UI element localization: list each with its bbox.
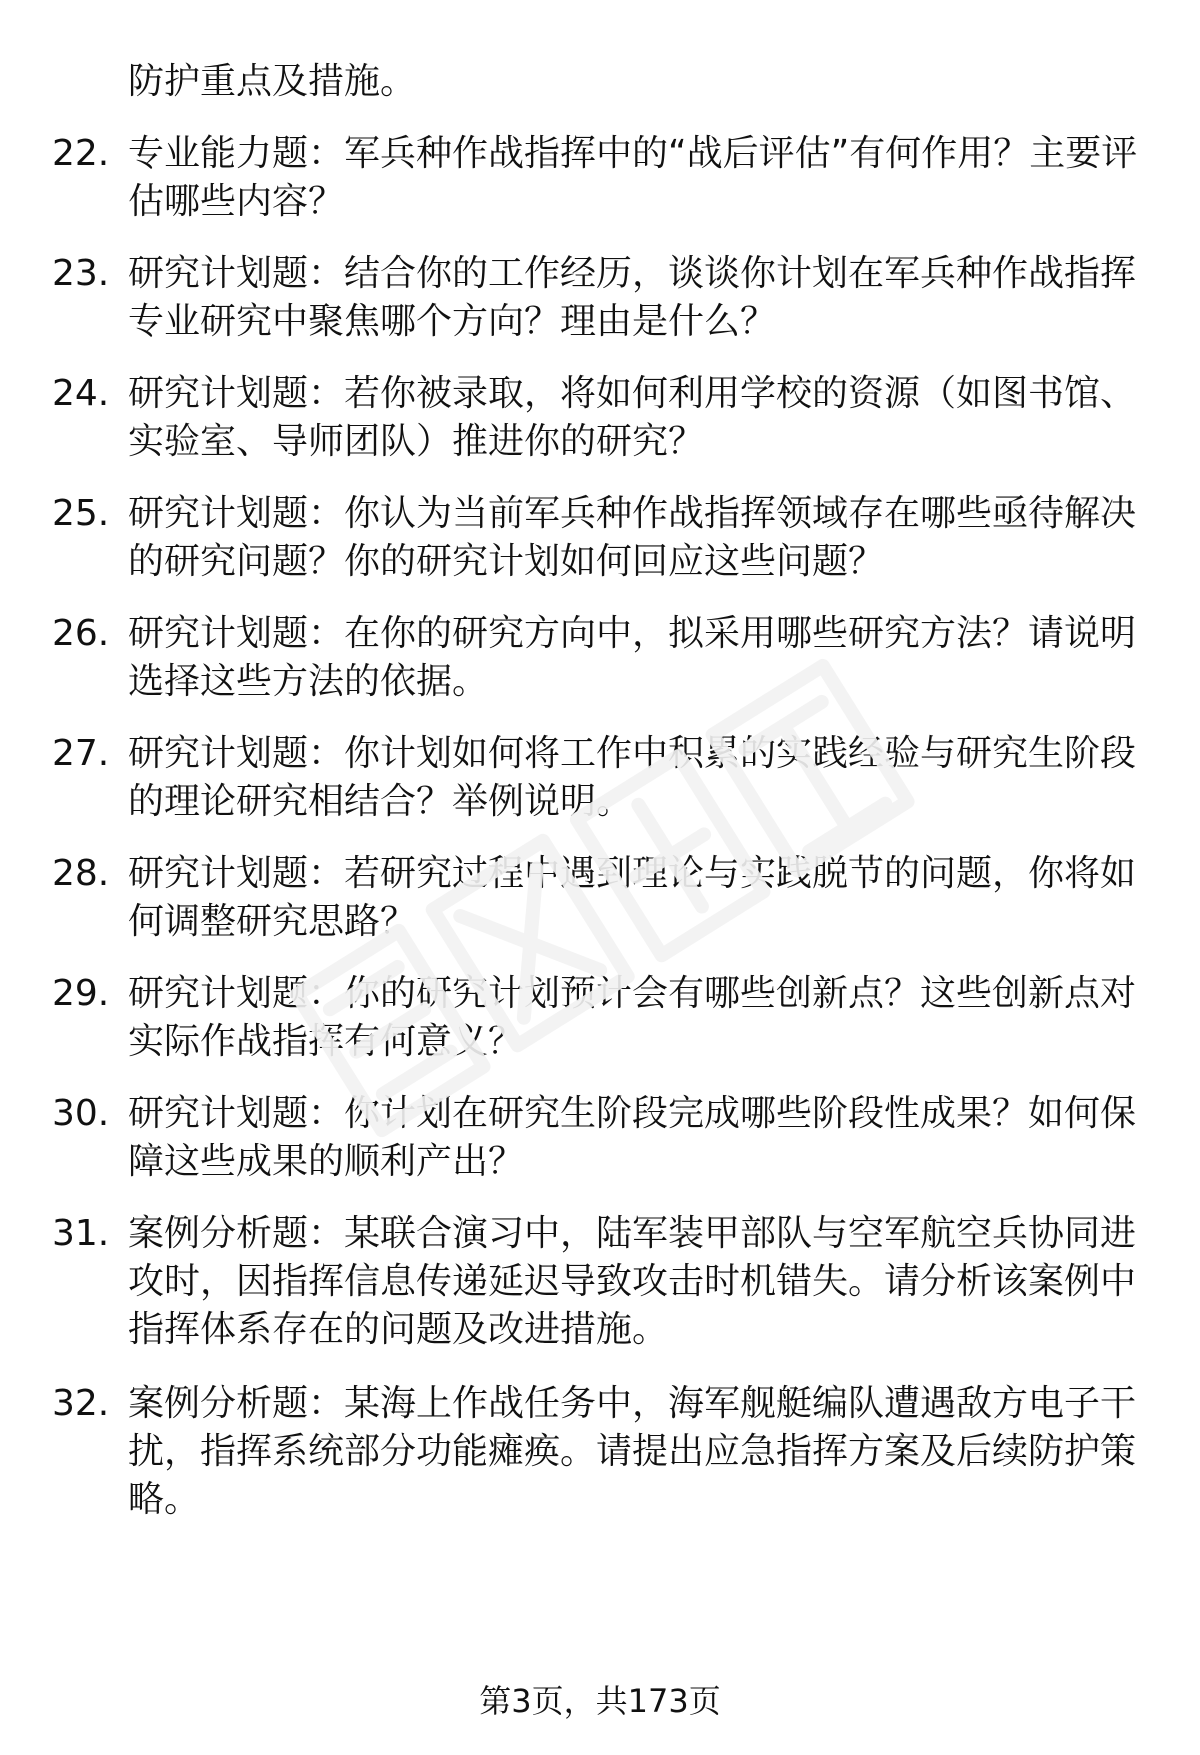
question-item — [0, 250, 1200, 346]
question-text: 研究计划题：若你被录取，将如何利用学校的资源（如图书馆、实验室、导师团队）推进你的研究？ — [128, 373, 1137, 462]
question-number: 25. — [52, 493, 110, 534]
question-number: 26. — [52, 613, 110, 654]
question-text: 案例分析题：某联合演习中，陆军装甲部队与空军航空兵协同进攻时，因指挥信息传递延迟导致攻击时机错失。请分析该案例中指挥体系存在的问题及改进措施。 — [128, 1213, 1137, 1350]
question-item — [0, 130, 1200, 226]
question-number: 22. — [52, 133, 110, 174]
question-item — [0, 610, 1200, 706]
question-number: 30. — [52, 1093, 110, 1134]
question-item — [0, 730, 1200, 826]
question-text: 专业能力题：军兵种作战指挥中的“战后评估”有何作用？主要评估哪些内容？ — [128, 133, 1138, 222]
question-number: 29. — [52, 973, 110, 1014]
question-item — [0, 850, 1200, 946]
question-text: 案例分析题：某海上作战任务中，海军舰艇编队遭遇敌方电子干扰，指挥系统部分功能瘫痪。请提出应急指挥方案及后续防护策略。 — [128, 1383, 1137, 1520]
question-item — [0, 1380, 1200, 1524]
question-item — [0, 1090, 1200, 1186]
page-footer: 第3页，共173页 — [479, 1682, 721, 1720]
question-text: 研究计划题：你认为当前军兵种作战指挥领域存在哪些亟待解决的研究问题？你的研究计划如何回应这些问题？ — [128, 493, 1137, 582]
question-item — [0, 970, 1200, 1066]
question-number: 23. — [52, 253, 110, 294]
question-number: 31. — [52, 1213, 110, 1254]
question-number: 27. — [52, 733, 110, 774]
question-text: 研究计划题：你的研究计划预计会有哪些创新点？这些创新点对实际作战指挥有何意义？ — [128, 973, 1137, 1062]
question-text: 研究计划题：你计划在研究生阶段完成哪些阶段性成果？如何保障这些成果的顺利产出？ — [128, 1093, 1137, 1182]
question-item — [0, 490, 1200, 586]
question-number: 28. — [52, 853, 110, 894]
question-number: 32. — [52, 1383, 110, 1424]
question-text: 研究计划题：若研究过程中遇到理论与实践脱节的问题，你将如何调整研究思路？ — [128, 853, 1137, 942]
question-item — [0, 1210, 1200, 1354]
question-text: 研究计划题：结合你的工作经历，谈谈你计划在军兵种作战指挥专业研究中聚焦哪个方向？理由是什么？ — [128, 253, 1137, 342]
question-text: 研究计划题：你计划如何将工作中积累的实践经验与研究生阶段的理论研究相结合？举例说明。 — [128, 733, 1137, 822]
question-text: 研究计划题：在你的研究方向中，拟采用哪些研究方法？请说明选择这些方法的依据。 — [128, 613, 1137, 702]
question-number: 24. — [52, 373, 110, 414]
question-item — [0, 370, 1200, 466]
continuation-text: 防护重点及措施。 — [128, 61, 417, 102]
